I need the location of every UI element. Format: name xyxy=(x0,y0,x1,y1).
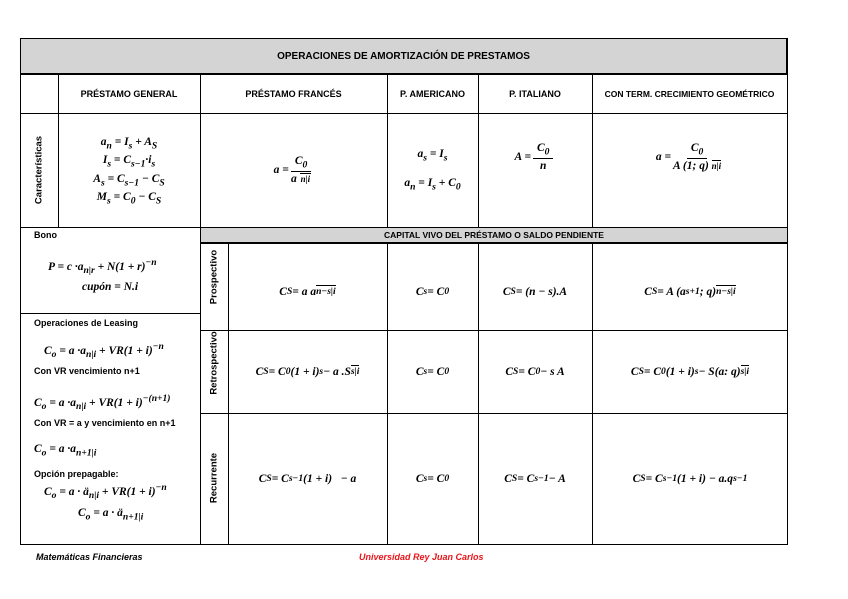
row-label-retrospectivo: Retrospectivo xyxy=(208,331,220,395)
frances-lhs: a = xyxy=(273,164,289,176)
prospectivo-frances: C S = a a n−s|i xyxy=(279,285,336,298)
leasing-formula-4: $C_o = a$ · $ä_{n|i} + VR(1 + i)^{-n}$ xyxy=(44,482,167,502)
row-label-caracteristicas: Características xyxy=(33,135,45,205)
frac-den: a n|i xyxy=(291,173,311,186)
bono-formula-coupon: cupón = N.i xyxy=(82,281,139,293)
table-title: OPERACIONES DE AMORTIZACIÓN DE PRESTAMOS xyxy=(20,38,787,74)
frances-formula xyxy=(200,113,387,227)
frances-fraction xyxy=(291,155,311,185)
formula-ms: $M_s = C_0 - C_S$ xyxy=(96,190,162,207)
leasing-sub-2: Con VR = a y vencimiento en n+1 xyxy=(34,418,176,428)
row-label-prospectivo: Prospectivo xyxy=(208,249,220,305)
formula-an: $a_n = I_s + A_S$ xyxy=(100,135,158,152)
leasing-sub-1: Con VR vencimiento n+1 xyxy=(34,366,140,376)
leasing-formula-2: $C_o = a \cdot a_{n|i} + VR(1 + i)^{-(n+1)}$ xyxy=(34,393,171,413)
leasing-formula-5: $C_o = a$ · $ä_{n+1|i}$ xyxy=(78,507,144,523)
americano-formulas xyxy=(387,113,478,227)
bono-label: Bono xyxy=(34,230,57,240)
col-header-geometrico: CON TERM. CRECIMIENTO GEOMÉTRICO xyxy=(604,88,775,99)
frac-den: n xyxy=(540,160,547,173)
geometrico-lhs: a = xyxy=(655,151,672,163)
retrospectivo-americano: C s = C 0 xyxy=(415,365,450,378)
footer-left: Matemáticas Financieras xyxy=(36,552,143,562)
formula-as-is: $a_s = I_s$ xyxy=(417,147,448,163)
prospectivo-geometrico: C S = A (a s+1 ; q) n−s|i xyxy=(644,285,736,298)
leasing-label: Operaciones de Leasing xyxy=(34,318,139,328)
recurrente-americano: C s = C 0 xyxy=(415,472,450,485)
general-formulas xyxy=(58,116,200,226)
leasing-sub-3: Opción prepagable: xyxy=(34,469,119,479)
formula-as: $A_s = C_{s-1} - C_S$ xyxy=(93,172,165,188)
leasing-formula-1: $C_o = a \cdot a_{n|i} + VR(1 + i)^{-n}$ xyxy=(44,341,164,361)
retrospectivo-frances: C S = C 0 (1 + i) s − a .S s|i xyxy=(255,365,360,378)
italiano-formula xyxy=(478,113,592,201)
recurrente-geometrico: C S = C s−1 (1 + i) − a.q s−1 xyxy=(632,472,748,485)
col-header-americano: P. AMERICANO xyxy=(399,88,465,99)
prospectivo-italiano: C S = (n − s).A xyxy=(502,285,568,298)
recurrente-frances: C S = C s−1 (1 + i) − a xyxy=(258,472,357,485)
col-header-italiano: P. ITALIANO xyxy=(509,88,561,99)
geometrico-formula xyxy=(592,113,787,201)
frac-num: $C_0$ xyxy=(291,155,311,172)
retrospectivo-italiano: C S = C 0 − s A xyxy=(505,365,565,378)
capital-vivo-header: CAPITAL VIVO DEL PRÉSTAMO O SALDO PENDIENTE xyxy=(200,227,788,243)
italiano-lhs: A = xyxy=(514,151,531,163)
geometrico-fraction xyxy=(673,142,721,172)
col-header-frances: PRÉSTAMO FRANCÉS xyxy=(245,88,342,99)
footer-right: Universidad Rey Juan Carlos xyxy=(359,552,484,562)
leasing-formula-3: $C_o = a \cdot a_{n+1|i}$ xyxy=(34,443,97,459)
italiano-fraction xyxy=(533,142,553,172)
frac-num: $C_0$ xyxy=(687,142,707,159)
retrospectivo-geometrico: C S = C 0 (1 + i) s − S(a: q) s|i xyxy=(630,365,750,378)
formula-is: $I_s = C_{s-1}\cdot i_s$ xyxy=(102,154,156,170)
prospectivo-americano: C s = C 0 xyxy=(415,285,450,298)
frac-num: $C_0$ xyxy=(533,142,553,159)
row-label-recurrente: Recurrente xyxy=(208,452,220,504)
bono-formula-price: $P = c \cdot a_{n|r} + N(1 + r)^{-n}$ xyxy=(48,257,157,277)
col-header-general: PRÉSTAMO GENERAL xyxy=(80,88,178,99)
frac-den: A (1; q) n|i xyxy=(673,160,722,173)
formula-an-is-c0: $a_n = I_s + C_0$ xyxy=(404,177,461,193)
recurrente-italiano: C S = C s−1 − A xyxy=(504,472,566,485)
